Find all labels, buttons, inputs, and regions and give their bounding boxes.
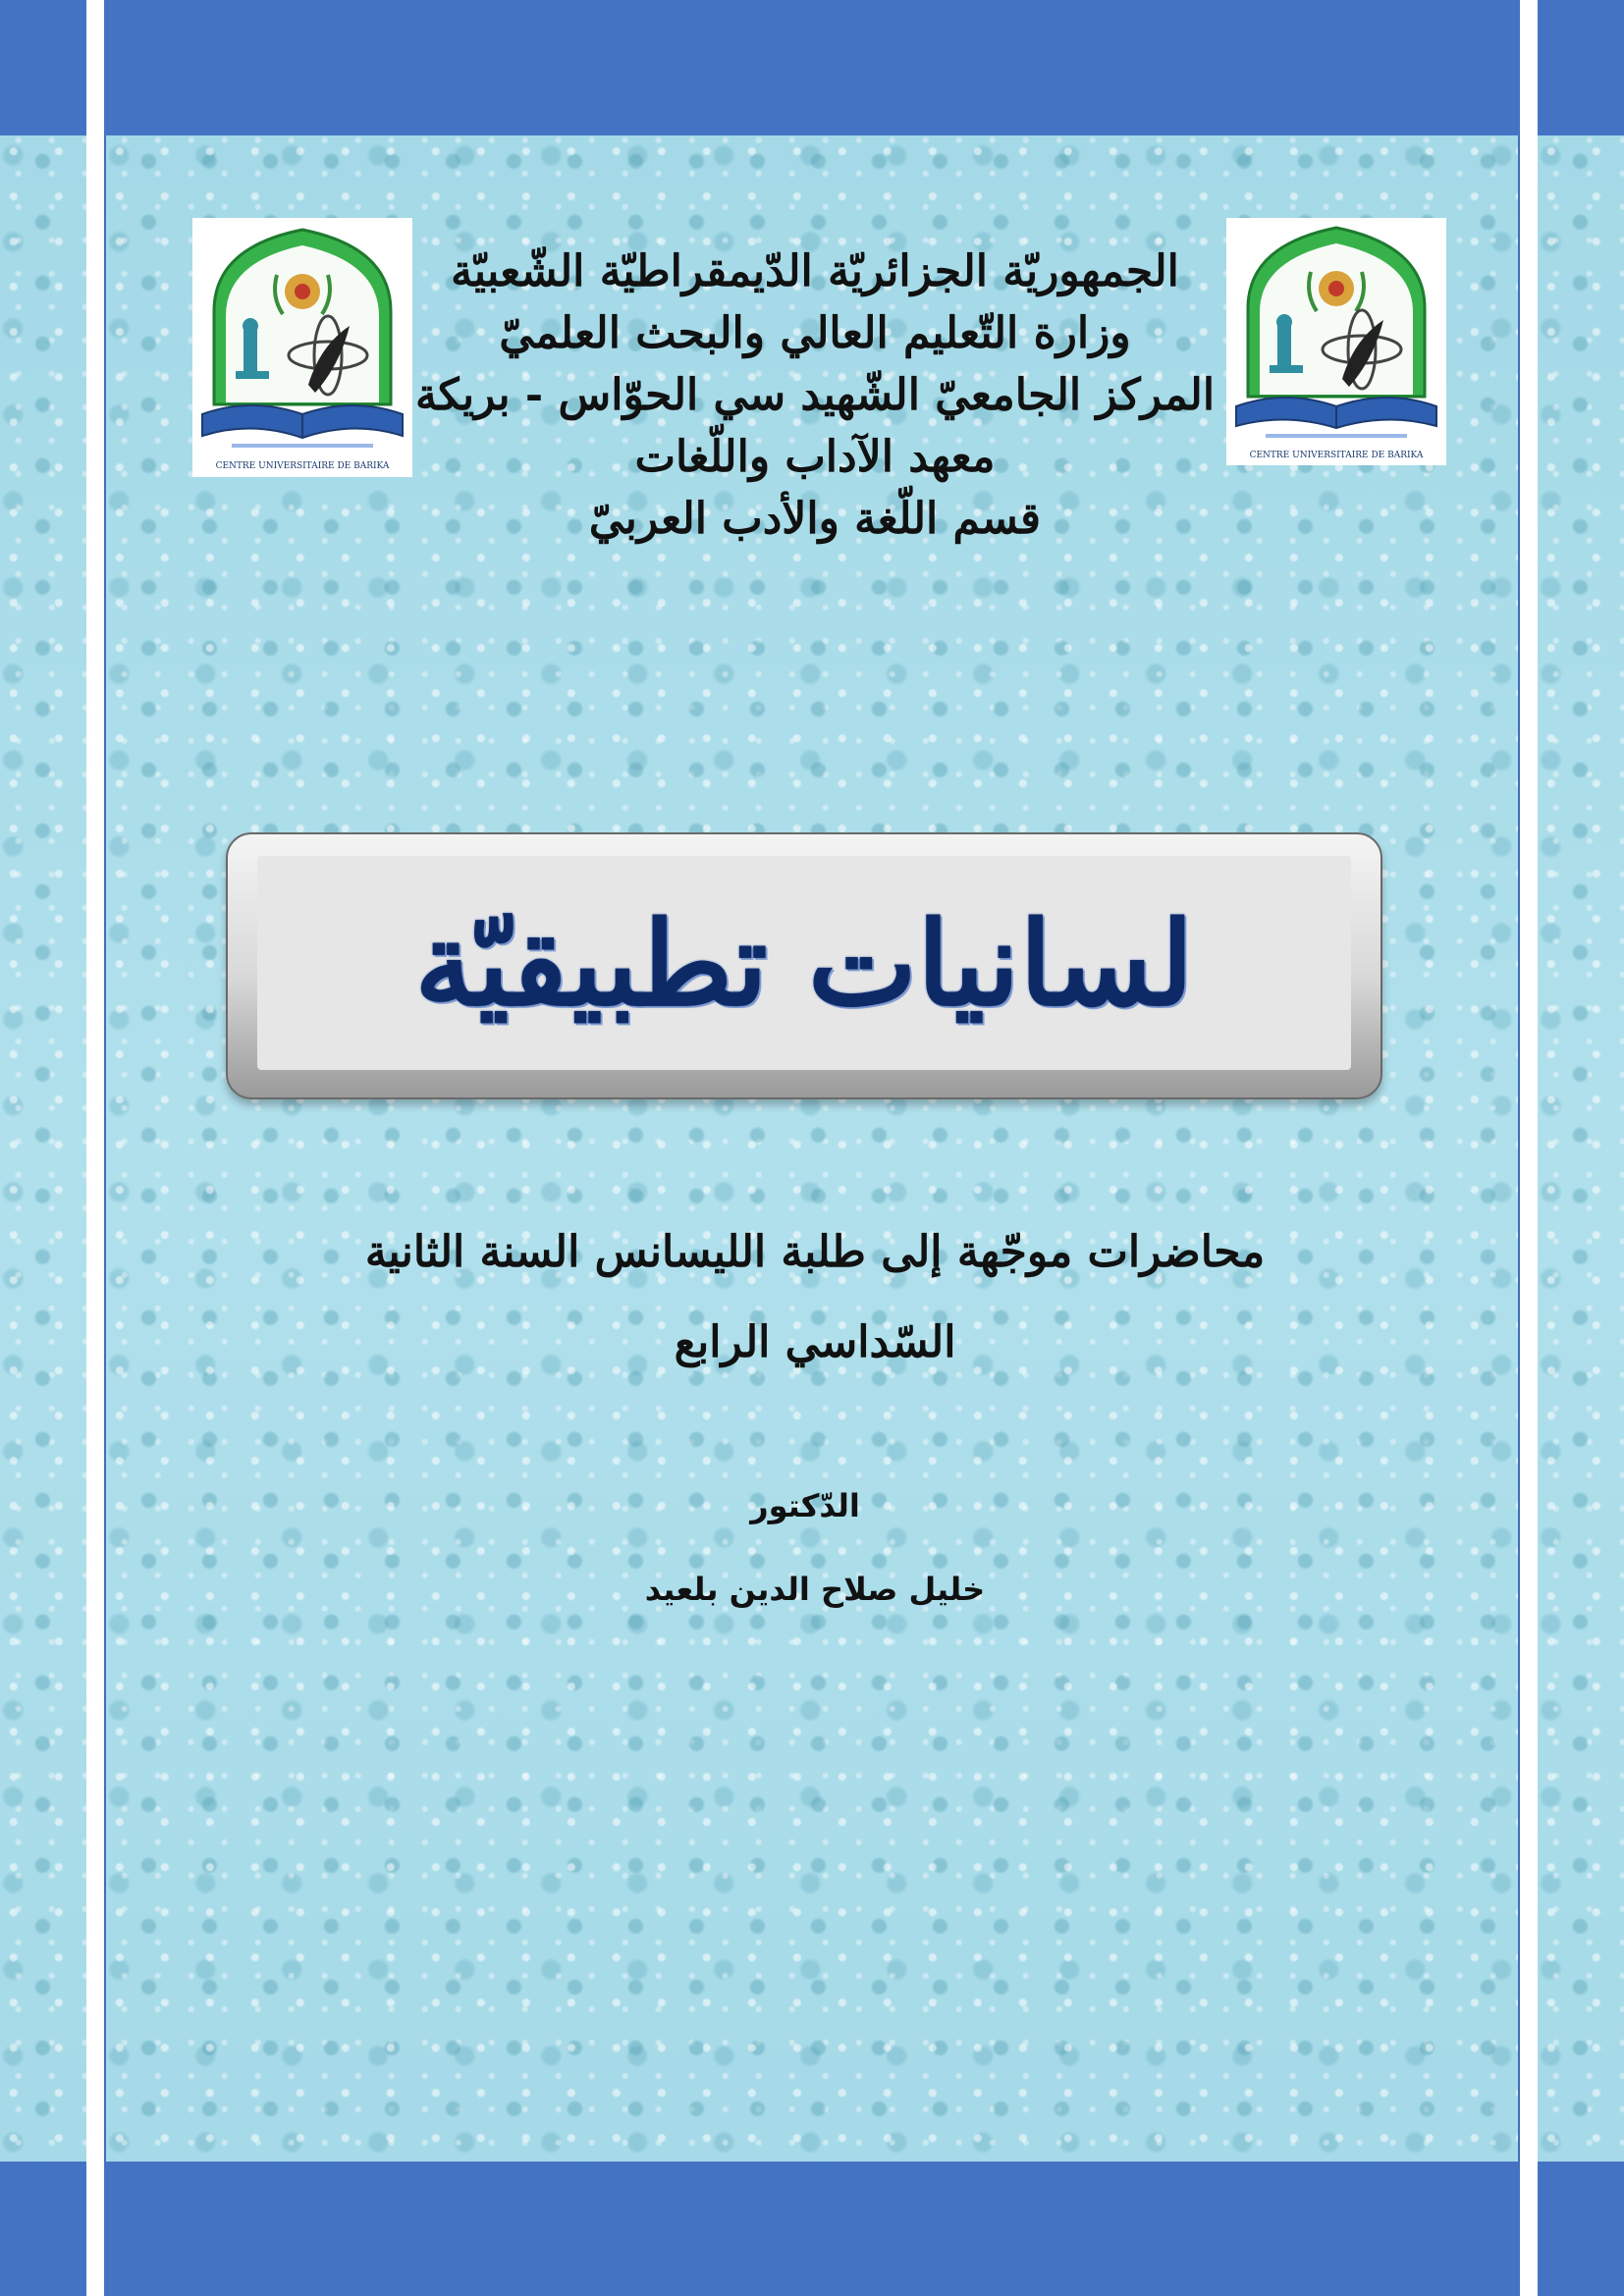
header-institute: معهد الآداب واللّغات [634,432,996,482]
top-band-right [1538,0,1624,135]
university-emblem-icon [1226,218,1446,465]
bottom-band-left [0,2162,86,2296]
university-logo-right [1226,218,1446,465]
title-inner-panel [257,856,1351,1070]
top-band-left [0,0,86,135]
author-academic-title: الدّكتور [750,1487,860,1524]
bottom-band [104,2162,1520,2296]
title-box [226,832,1382,1099]
subtitle-audience: محاضرات موجّهة إلى طلبة الليسانس السنة الثانية [364,1227,1266,1277]
institution-header [373,243,1257,553]
header-ministry: وزارة التّعليم العالي والبحث العلميّ [499,308,1131,358]
right-gutter [1520,0,1538,2296]
document-title: لسانيات تطبيقيّة [414,894,1194,1032]
svg-text:CENTRE UNIVERSITAIRE DE BARIKA: CENTRE UNIVERSITAIRE DE BARIKA [215,461,390,471]
left-side-panel [0,0,86,2296]
svg-text:CENTRE UNIVERSITAIRE DE BARIKA: CENTRE UNIVERSITAIRE DE BARIKA [1249,451,1424,460]
top-band [104,0,1520,135]
subtitle-semester: السّداسي الرابع [674,1317,956,1367]
header-department: قسم اللّغة والأدب العربيّ [588,494,1042,544]
right-side-panel [1538,0,1624,2296]
header-university-center: المركز الجامعيّ الشّهيد سي الحوّاس - بريكة [414,370,1216,420]
author-name: خليل صلاح الدين بلعيد [644,1571,986,1608]
bottom-band-right [1538,2162,1624,2296]
header-republic: الجمهوريّة الجزائريّة الدّيمقراطيّة الشّعبيّة [451,246,1179,296]
left-gutter [86,0,104,2296]
